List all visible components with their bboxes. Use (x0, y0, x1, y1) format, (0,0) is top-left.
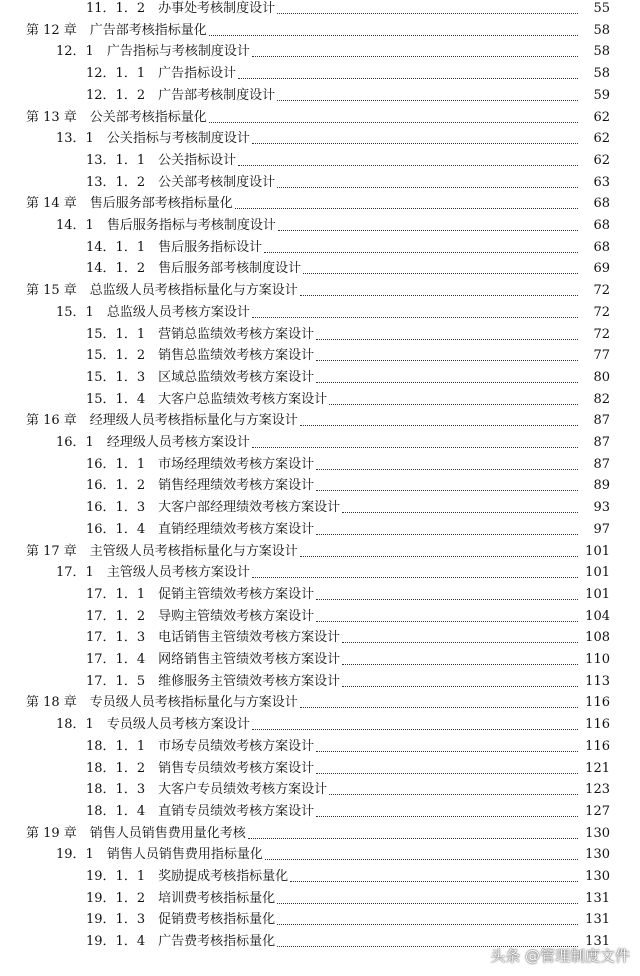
toc-dot-leader (277, 903, 578, 904)
toc-dot-leader (277, 13, 578, 14)
toc-chapter (0, 689, 640, 711)
toc-subsection (0, 603, 640, 625)
toc-dot-leader (342, 512, 578, 513)
toc-page-number: 62 (593, 131, 610, 147)
toc-subsection (0, 0, 640, 17)
toc-subsection (0, 472, 640, 494)
watermark: 头条 @管理制度文件 (490, 947, 630, 965)
toc-dot-leader (342, 642, 578, 643)
toc-section (0, 711, 640, 733)
toc-subsection (0, 60, 640, 82)
toc-page-number: 80 (593, 369, 610, 385)
toc-page-number: 101 (585, 586, 610, 602)
toc-page-number: 121 (585, 760, 610, 776)
toc-subsection (0, 581, 640, 603)
toc-page-number: 116 (585, 717, 610, 733)
toc-subsection (0, 668, 640, 690)
toc-dot-leader (316, 621, 578, 622)
toc-subsection (0, 255, 640, 277)
toc-dot-leader (300, 707, 578, 708)
toc-subsection (0, 451, 640, 473)
toc-chapter (0, 277, 640, 299)
toc-chapter (0, 538, 640, 560)
toc-page-number: 127 (585, 803, 610, 819)
toc-entry-title: 16．1．2 销售经理绩效考核方案设计 (86, 478, 315, 494)
toc-page-number: 130 (585, 869, 610, 884)
toc-entry-title: 17．1．4 网络销售主管绩效考核方案设计 (86, 652, 341, 667)
toc-subsection (0, 885, 640, 907)
toc-page-number: 72 (593, 304, 610, 320)
toc-page-number: 93 (593, 500, 610, 516)
toc-dot-leader (252, 447, 578, 448)
toc-entry-title: 19．1．3 促销费考核指标量化 (86, 912, 276, 928)
toc-dot-leader (316, 469, 578, 470)
toc-dot-leader (329, 404, 578, 405)
toc-entry-title: 18．1．2 销售专员绩效考核方案设计 (86, 760, 315, 776)
toc-page-number: 108 (585, 630, 610, 646)
toc-entry-title: 第 16 章 经理级人员考核指标量化与方案设计 (26, 413, 298, 429)
toc-dot-leader (316, 490, 578, 491)
toc-subsection (0, 147, 640, 169)
toc-page-number: 59 (593, 87, 610, 103)
toc-dot-leader (252, 577, 578, 578)
toc-entry-title: 17．1．5 维修服务主管绩效考核方案设计 (86, 673, 341, 689)
toc-entry-title: 18．1．1 市场专员绩效考核方案设计 (86, 738, 315, 754)
toc-page-number: 131 (585, 934, 610, 950)
toc-dot-leader (278, 230, 578, 231)
toc-entry-title: 12．1．2 广告部考核制度设计 (86, 87, 276, 103)
toc-page-number: 72 (593, 326, 610, 342)
toc-page-number: 68 (593, 196, 610, 212)
toc-dot-leader (303, 273, 578, 274)
toc-dot-leader (252, 317, 578, 318)
toc-entry-title: 15．1．4 大客户总监绩效考核方案设计 (86, 391, 328, 407)
toc-entry-title: 14．1 售后服务指标与考核制度设计 (56, 218, 276, 233)
toc-page-number: 58 (593, 22, 610, 38)
toc-entry-title: 19．1．4 广告费考核指标量化 (86, 934, 276, 950)
toc-entry-title: 18．1 专员级人员考核方案设计 (56, 717, 250, 733)
toc-section (0, 212, 640, 234)
toc-subsection (0, 494, 640, 516)
toc-entry-title: 15．1．3 区域总监绩效考核方案设计 (86, 369, 315, 385)
toc-subsection (0, 169, 640, 191)
toc-entry-title: 16．1．1 市场经理绩效考核方案设计 (86, 456, 315, 472)
toc-chapter (0, 820, 640, 842)
toc-chapter (0, 17, 640, 39)
toc-entry-title: 14．1．1 售后服务指标设计 (86, 239, 263, 255)
toc-dot-leader (252, 143, 578, 144)
toc-page-number: 87 (593, 435, 610, 450)
toc-entry-title: 18．1．3 大客户专员绩效考核方案设计 (86, 782, 328, 798)
toc-subsection (0, 364, 640, 386)
toc-dot-leader (342, 686, 578, 687)
toc-page-number: 101 (585, 543, 610, 559)
toc-entry-title: 13．1 公关指标与考核制度设计 (56, 131, 250, 147)
toc-page-number: 123 (585, 782, 610, 798)
toc-entry-title: 13．1．2 公关部考核制度设计 (86, 174, 276, 190)
toc-subsection (0, 906, 640, 928)
toc-page-number: 58 (593, 44, 610, 60)
toc-dot-leader (316, 382, 578, 383)
toc-page-number: 63 (593, 174, 610, 190)
toc-subsection (0, 234, 640, 256)
toc-page-number: 116 (585, 695, 610, 711)
toc-dot-leader (277, 100, 578, 101)
toc-dot-leader (316, 534, 578, 535)
toc-dot-leader (248, 838, 578, 839)
toc-dot-leader (316, 360, 578, 361)
toc-entry-title: 第 15 章 总监级人员考核指标量化与方案设计 (26, 283, 298, 299)
toc-section (0, 429, 640, 451)
toc-dot-leader (209, 122, 578, 123)
toc-entry-title: 第 18 章 专员级人员考核指标量化与方案设计 (26, 695, 298, 711)
toc-page-number: 62 (593, 109, 610, 125)
toc-dot-leader (235, 208, 578, 209)
toc-entry-title: 14．1．2 售后服务部考核制度设计 (86, 261, 302, 277)
toc-page-number: 68 (593, 218, 610, 233)
toc-dot-leader (277, 187, 578, 188)
toc-dot-leader (300, 295, 578, 296)
toc-dot-leader (316, 339, 578, 340)
toc-dot-leader (209, 35, 578, 36)
toc-dot-leader (238, 165, 578, 166)
toc-entry-title: 11．1．2 办事处考核制度设计 (86, 1, 276, 16)
toc-page-number: 87 (593, 413, 610, 429)
toc-entry-title: 第 19 章 销售人员销售费用量化考核 (26, 825, 246, 841)
toc-subsection (0, 386, 640, 408)
toc-subsection (0, 776, 640, 798)
toc-dot-leader (264, 252, 578, 253)
toc-page-number: 55 (593, 1, 610, 16)
toc-dot-leader (252, 729, 578, 730)
toc-entry-title: 19．1 销售人员销售费用指标量化 (56, 847, 263, 863)
toc-section (0, 299, 640, 321)
toc-page-number: 62 (593, 152, 610, 168)
toc-subsection (0, 82, 640, 104)
toc-dot-leader (300, 425, 578, 426)
toc-entry-title: 15．1 总监级人员考核方案设计 (56, 304, 250, 320)
toc-page-number: 116 (585, 738, 610, 754)
toc-page-number: 131 (585, 890, 610, 906)
toc-page-number: 68 (593, 239, 610, 255)
toc-page-number: 101 (585, 565, 610, 581)
toc-entry-title: 12．1 广告指标与考核制度设计 (56, 44, 250, 60)
toc-subsection (0, 733, 640, 755)
toc-subsection (0, 755, 640, 777)
toc-entry-title: 15．1．1 营销总监绩效考核方案设计 (86, 326, 315, 342)
toc-entry-title: 18．1．4 直销专员绩效考核方案设计 (86, 803, 315, 819)
toc-entry-title: 17．1．2 导购主管绩效考核方案设计 (86, 608, 315, 624)
toc-entry-title: 12．1．1 广告指标设计 (86, 66, 237, 82)
toc-entry-title: 17．1 主管级人员考核方案设计 (56, 565, 250, 581)
toc-page-number: 130 (585, 847, 610, 863)
toc-dot-leader (290, 881, 578, 882)
toc-entry-title: 19．1．2 培训费考核指标量化 (86, 890, 276, 906)
toc-entry-title: 16．1 经理级人员考核方案设计 (56, 435, 250, 450)
toc-entry-title: 17．1．3 电话销售主管绩效考核方案设计 (86, 630, 341, 646)
toc-section (0, 38, 640, 60)
toc-page-number: 113 (585, 673, 610, 689)
toc-page-number: 131 (585, 912, 610, 928)
toc-entry-title: 16．1．4 直销经理绩效考核方案设计 (86, 521, 315, 537)
toc-entry-title: 17．1．1 促销主管绩效考核方案设计 (86, 586, 315, 602)
toc-page-number: 97 (593, 521, 610, 537)
toc-entry-title: 第 13 章 公关部考核指标量化 (26, 109, 207, 125)
toc-entry-title: 16．1．3 大客户部经理绩效考核方案设计 (86, 500, 341, 516)
toc-entry-title: 13．1．1 公关指标设计 (86, 152, 237, 168)
toc-chapter (0, 407, 640, 429)
toc-section (0, 559, 640, 581)
toc-entry-title: 第 17 章 主管级人员考核指标量化与方案设计 (26, 543, 298, 559)
toc-subsection (0, 798, 640, 820)
toc-subsection (0, 646, 640, 668)
toc-section (0, 125, 640, 147)
toc-section (0, 841, 640, 863)
toc-dot-leader (329, 794, 578, 795)
toc-dot-leader (238, 78, 578, 79)
toc-page-number: 82 (593, 391, 610, 407)
toc-chapter (0, 190, 640, 212)
toc-entry-title: 15．1．2 销售总监绩效考核方案设计 (86, 348, 315, 364)
toc-chapter (0, 104, 640, 126)
toc-subsection (0, 624, 640, 646)
toc-dot-leader (252, 56, 578, 57)
toc-dot-leader (300, 556, 578, 557)
toc-entry-title: 19．1．1 奖励提成考核指标量化 (86, 869, 289, 884)
toc-page-number: 58 (593, 66, 610, 82)
toc-subsection (0, 863, 640, 885)
toc-subsection (0, 321, 640, 343)
toc-page-number: 72 (593, 283, 610, 299)
toc-page-number: 104 (585, 608, 610, 624)
toc-dot-leader (316, 773, 578, 774)
toc-page-number: 110 (585, 652, 610, 667)
toc-page-number: 69 (593, 261, 610, 277)
toc-dot-leader (265, 859, 578, 860)
toc-page-number: 130 (585, 825, 610, 841)
toc-dot-leader (316, 599, 578, 600)
toc-dot-leader (316, 816, 578, 817)
toc-entry-title: 第 12 章 广告部考核指标量化 (26, 22, 207, 38)
toc-subsection (0, 516, 640, 538)
toc-page-number: 77 (593, 348, 610, 364)
toc-dot-leader (342, 664, 578, 665)
toc-entry-title: 第 14 章 售后服务部考核指标量化 (26, 196, 233, 212)
toc-page-number: 89 (593, 478, 610, 494)
toc-page-number: 87 (593, 456, 610, 472)
toc-dot-leader (277, 924, 578, 925)
toc-dot-leader (316, 751, 578, 752)
toc-subsection (0, 342, 640, 364)
